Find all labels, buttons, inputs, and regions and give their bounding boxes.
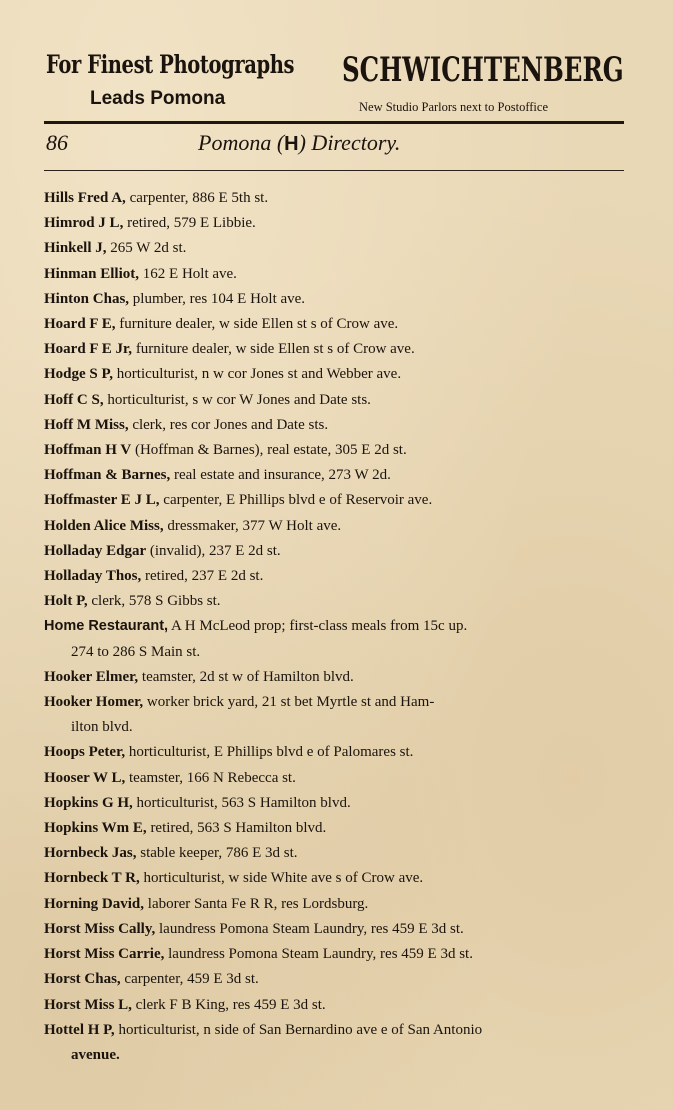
- directory-entry: [44, 1018, 629, 1068]
- entry-name: Hoard F E,: [44, 316, 116, 333]
- entry-details: laborer Santa Fe R R, res Lordsburg.: [144, 895, 369, 912]
- entry-details: teamster, 166 N Rebecca st.: [125, 769, 296, 786]
- entry-name: Holden Alice Miss,: [44, 517, 164, 534]
- entry-name: Hoff C S,: [44, 391, 104, 408]
- entry-name: Hottel H P,: [44, 1021, 115, 1038]
- directory-entry: [44, 488, 629, 513]
- ad-slogan-line1: For Finest Photographs: [46, 50, 295, 79]
- entry-name: Hoffman H V: [44, 442, 132, 459]
- entry-name: Horning David,: [44, 895, 145, 912]
- entry-details: clerk, 578 S Gibbs st.: [87, 593, 221, 610]
- directory-entry: [44, 539, 629, 564]
- entry-details: (Hoffman & Barnes), real estate, 305 E 2d st.: [131, 442, 407, 459]
- directory-entry: [44, 262, 629, 287]
- entry-name: Horst Miss Cally,: [44, 920, 156, 937]
- entry-details: worker brick yard, 21 st bet Myrtle st and Ham-: [143, 694, 435, 711]
- entry-name: Horst Miss Carrie,: [44, 946, 165, 963]
- entry-details: (invalid), 237 E 2d st.: [146, 542, 281, 559]
- entry-name: Hinkell J,: [44, 240, 107, 257]
- entry-name: Holladay Edgar: [44, 542, 147, 559]
- directory-entry: [44, 967, 629, 992]
- entry-details: 162 E Holt ave.: [139, 265, 237, 282]
- directory-entry: [44, 211, 629, 236]
- entry-details: clerk, res cor Jones and Date sts.: [128, 416, 329, 433]
- entry-name: Holt P,: [44, 593, 88, 610]
- entry-details: furniture dealer, w side Ellen st s of Crow ave.: [115, 316, 399, 333]
- directory-entry: [44, 841, 629, 866]
- ad-tagline: New Studio Parlors next to Postoffice: [359, 100, 548, 114]
- entry-name: Hinton Chas,: [44, 290, 130, 307]
- entry-name: Horst Miss L,: [44, 996, 132, 1013]
- header-rule-thick: [44, 121, 624, 124]
- directory-entry: [44, 816, 629, 841]
- directory-entry: [44, 993, 629, 1018]
- entry-continuation: 274 to 286 S Main st.: [71, 643, 201, 660]
- entry-details: horticulturist, s w cor W Jones and Date sts.: [103, 391, 371, 408]
- entry-name: Hinman Elliot,: [44, 265, 140, 282]
- entry-name: Hoff M Miss,: [44, 416, 129, 433]
- directory-entry: [44, 413, 629, 438]
- entry-details: real estate and insurance, 273 W 2d.: [170, 467, 391, 484]
- directory-entry: [44, 564, 629, 589]
- page-number: 86: [46, 130, 68, 155]
- ad-slogan-line2: Leads Pomona: [90, 88, 226, 109]
- entry-details: laundress Pomona Steam Laundry, res 459 E 3d st.: [164, 946, 473, 963]
- directory-entry: [44, 766, 629, 791]
- directory-entry: [44, 942, 629, 967]
- page-title: [198, 130, 400, 156]
- entry-details: horticulturist, w side White ave s of Crow ave.: [139, 870, 424, 887]
- entry-continuation: [44, 1043, 629, 1068]
- entry-details: A H McLeod prop; first-class meals from 15c up.: [168, 618, 468, 635]
- ad-brand-name: SCHWICHTENBERG: [342, 50, 624, 90]
- entry-details: horticulturist, E Phillips blvd e of Palomares st.: [125, 744, 414, 761]
- entry-name: Hopkins G H,: [44, 794, 133, 811]
- entry-details: 265 W 2d st.: [106, 240, 187, 257]
- directory-entry: [44, 186, 629, 211]
- entry-name: Hornbeck T R,: [44, 870, 140, 887]
- directory-entry: [44, 514, 629, 539]
- entry-name: Hodge S P,: [44, 366, 114, 383]
- entry-details: horticulturist, 563 S Hamilton blvd.: [132, 794, 351, 811]
- page-title-suffix: ) Directory.: [298, 130, 401, 155]
- directory-entries: [44, 186, 629, 1068]
- entry-name: Hoard F E Jr,: [44, 341, 133, 358]
- directory-entry: [44, 438, 629, 463]
- directory-entry: [44, 665, 629, 690]
- directory-entry: [44, 917, 629, 942]
- entry-name: Hoffmaster E J L,: [44, 492, 160, 509]
- entry-details: stable keeper, 786 E 3d st.: [136, 845, 298, 862]
- directory-entry: [44, 892, 629, 917]
- directory-entry: [44, 337, 629, 362]
- directory-entry: [44, 236, 629, 261]
- entry-name: Home Restaurant,: [44, 618, 169, 635]
- entry-name: Hooser W L,: [44, 769, 126, 786]
- entry-details: plumber, res 104 E Holt ave.: [129, 290, 306, 307]
- entry-details: retired, 237 E 2d st.: [141, 568, 264, 585]
- directory-entry: [44, 740, 629, 765]
- directory-entry: [44, 690, 629, 740]
- directory-entry: [44, 287, 629, 312]
- entry-details: retired, 579 E Libbie.: [123, 215, 256, 232]
- entry-details: carpenter, 886 E 5th st.: [125, 190, 269, 206]
- entry-name: Hooker Homer,: [44, 694, 144, 711]
- entry-name: Horst Chas,: [44, 971, 121, 988]
- entry-continuation: ilton blvd.: [71, 719, 133, 736]
- directory-entry: [44, 312, 629, 337]
- running-head: [44, 130, 624, 164]
- entry-name: Hopkins Wm E,: [44, 820, 147, 837]
- page-title-prefix: Pomona (: [198, 130, 285, 155]
- entry-details: carpenter, 459 E 3d st.: [120, 971, 259, 988]
- entry-continuation-text: avenue.: [71, 1046, 120, 1063]
- entry-details: laundress Pomona Steam Laundry, res 459 E 3d st.: [155, 920, 464, 937]
- directory-entry: [44, 388, 629, 413]
- directory-entry: [44, 866, 629, 891]
- header-rule-thin: [44, 170, 624, 171]
- entry-details: retired, 563 S Hamilton blvd.: [146, 820, 327, 837]
- entry-details: dressmaker, 377 W Holt ave.: [163, 517, 342, 534]
- section-letter: H: [284, 133, 299, 155]
- directory-entry: [44, 614, 629, 664]
- directory-entry: [44, 791, 629, 816]
- entry-details: horticulturist, n w cor Jones st and Webber ave.: [113, 366, 402, 383]
- entry-details: teamster, 2d st w of Hamilton blvd.: [138, 668, 354, 685]
- entry-name: Hills Fred A,: [44, 190, 126, 206]
- entry-details: horticulturist, n side of San Bernardino ave e of San Antonio: [114, 1021, 483, 1038]
- entry-details: carpenter, E Phillips blvd e of Reservoir ave.: [159, 492, 433, 509]
- photographer-advertisement: [46, 48, 628, 120]
- directory-entry: [44, 362, 629, 387]
- entry-name: Hornbeck Jas,: [44, 845, 137, 862]
- entry-details: furniture dealer, w side Ellen st s of Crow ave.: [132, 341, 415, 358]
- entry-name: Holladay Thos,: [44, 568, 142, 585]
- entry-details: clerk F B King, res 459 E 3d st.: [131, 996, 326, 1013]
- entry-name: Hooker Elmer,: [44, 668, 139, 685]
- entry-name: Himrod J L,: [44, 215, 124, 232]
- entry-name: Hoops Peter,: [44, 744, 126, 761]
- directory-entry: [44, 463, 629, 488]
- directory-entry: [44, 589, 629, 614]
- entry-name: Hoffman & Barnes,: [44, 467, 171, 484]
